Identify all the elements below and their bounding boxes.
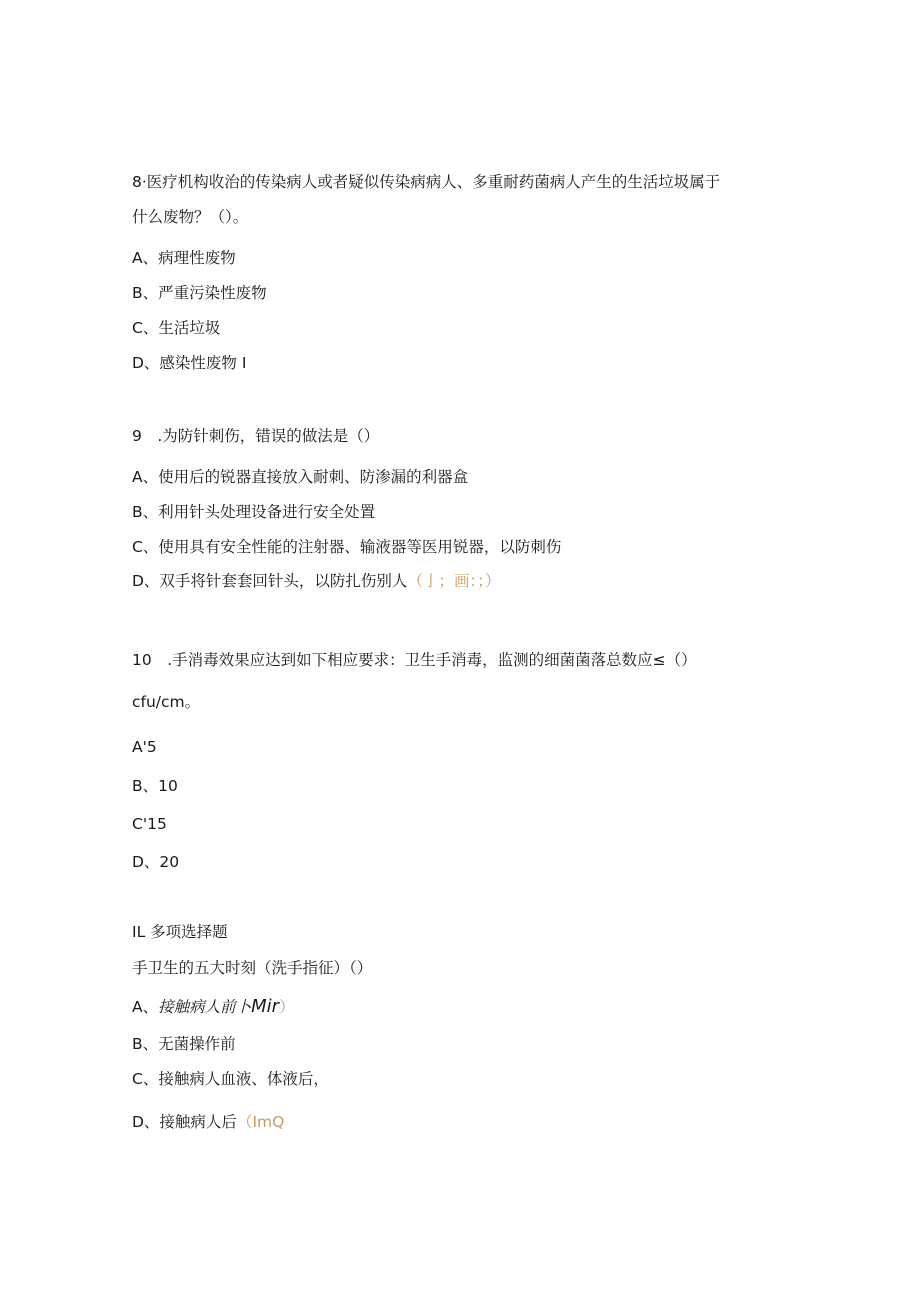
- q10-option-d: D、20: [132, 853, 180, 871]
- q10-option-c: C'15: [132, 815, 167, 833]
- q8-option-c: C、生活垃圾: [132, 319, 221, 337]
- q10-option-a: A'5: [132, 738, 157, 756]
- q9-option-d-row: [132, 571, 500, 591]
- q10-stem-line1: 10 .手消毒效果应达到如下相应要求：卫生手消毒，监测的细菌菌落总数应≤（）: [132, 651, 697, 669]
- q9-option-c: C、使用具有安全性能的注射器、输液器等医用锐器，以防刺伤: [132, 538, 562, 556]
- section2-option-a-note: ）: [279, 998, 295, 1016]
- q8-option-b: B、严重污染性废物: [132, 284, 267, 302]
- q9-option-d: D、双手将针套套回针头，以防扎伤别人: [132, 572, 408, 590]
- section2-option-a-text: 接触病人前卜: [158, 998, 252, 1016]
- q8-stem-line2: 什么废物？（）。: [132, 208, 249, 226]
- section2-option-d: D、接触病人后: [132, 1113, 237, 1131]
- q10-stem-line2: cfu/cm。: [132, 693, 201, 711]
- section2-stem: 手卫生的五大时刻（洗手指征）（）: [132, 959, 373, 977]
- q8-option-a: A、病理性废物: [132, 249, 236, 267]
- section2-option-a-mark: Mir: [251, 996, 280, 1017]
- section2-option-d-row: [132, 1112, 284, 1132]
- section2-option-d-handwritten-note: （ImQ: [236, 1113, 285, 1131]
- section2-title: IL 多项选择题: [132, 923, 228, 941]
- q9-option-a: A、使用后的锐器直接放入耐刺、防渗漏的利器盒: [132, 468, 469, 486]
- section2-option-a-row: [132, 997, 295, 1017]
- q8-option-d: D、感染性废物 I: [132, 354, 247, 372]
- section2-option-c: C、接触病人血液、体液后，: [132, 1070, 329, 1088]
- section2-option-b: B、无菌操作前: [132, 1035, 236, 1053]
- q8-stem-line1: 8·医疗机构收治的传染病人或者疑似传染病病人、多重耐药菌病人产生的生活垃圾属于: [132, 173, 721, 191]
- q9-option-b: B、利用针头处理设备进行安全处置: [132, 503, 376, 521]
- section2-option-a-prefix: A、: [132, 998, 159, 1016]
- q10-option-b: B、10: [132, 777, 178, 795]
- q9-stem: 9 .为防针刺伤，错误的做法是（）: [132, 427, 380, 445]
- q9-option-d-handwritten-note: （亅；画：；）: [407, 572, 501, 590]
